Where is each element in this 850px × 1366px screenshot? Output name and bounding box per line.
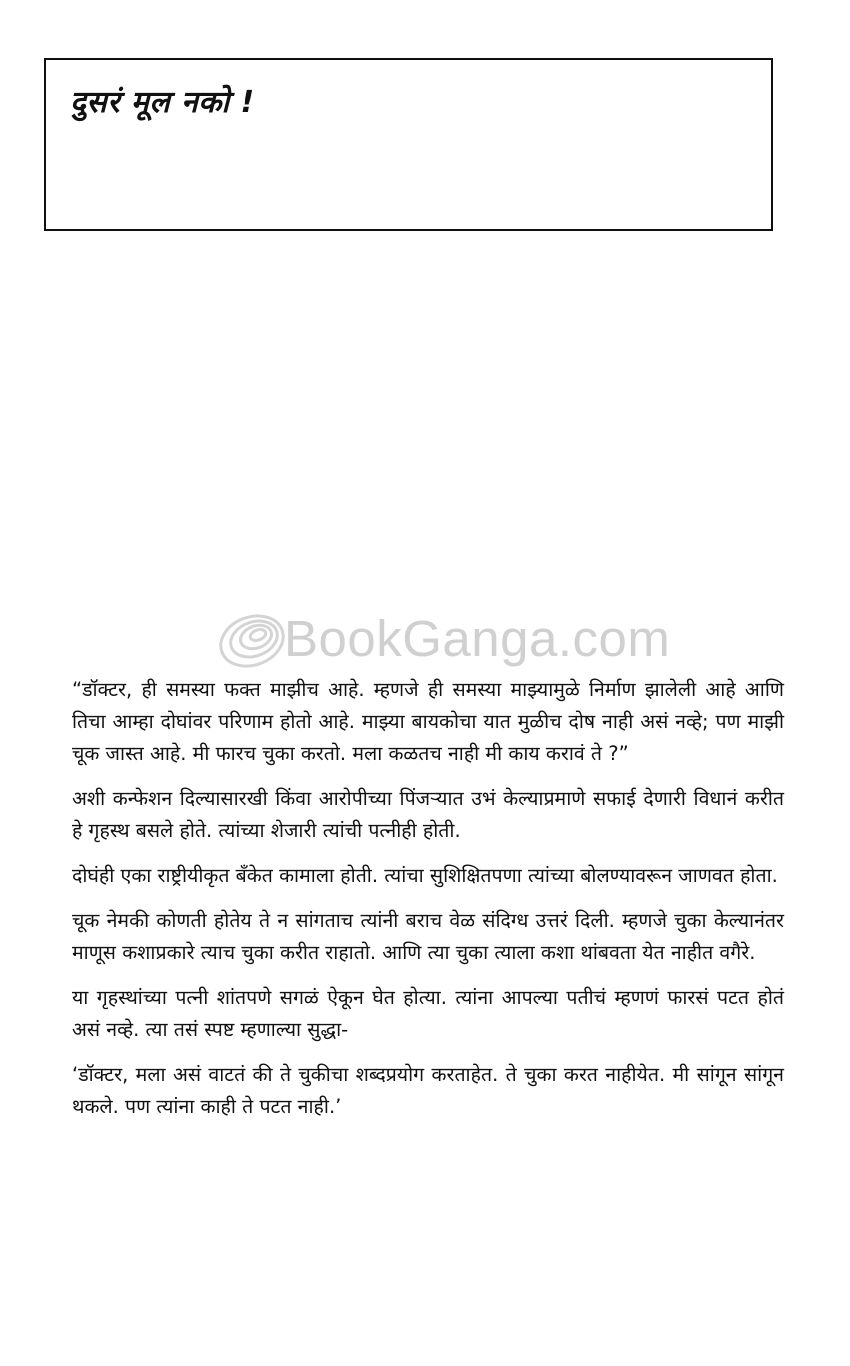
paragraph: या गृहस्थांच्या पत्नी शांतपणे सगळं ऐकून घेत होत्या. त्यांना आपल्या पतीचं म्हणणं फारसं पटत होतं असं नव्हे. त्या तसं स्पष्ट म्हणाल्या सुद्धा- xyxy=(72,986,784,1041)
paragraph: ‘डॉक्टर, मला असं वाटतं की ते चुकीचा शब्दप्रयोग करताहेत. ते चुका करत नाहीयेत. मी सांगून सांगून थकले. पण त्यांना काही ते पटत नाही.’ xyxy=(72,1063,784,1118)
paragraph: चूक नेमकी कोणती होतेय ते न सांगताच त्यांनी बराच वेळ संदिग्ध उत्तरं दिली. म्हणजे चुका केल्यानंतर माणूस कशाप्रकारे त्याच चुका करीत राहातो. आणि त्या चुका त्याला कशा थांबवता येत नाहीत वगैरे. xyxy=(72,909,784,964)
chapter-title: दुसरं मूल नको ! xyxy=(70,85,255,120)
paragraph: अशी कन्फेशन दिल्यासारखी किंवा आरोपीच्या पिंजऱ्यात उभं केल्याप्रमाणे सफाई देणारी विधानं करीत हे गृहस्थ बसले होते. त्यांच्या शेजारी त्यांची पत्नीही होती. xyxy=(72,787,784,842)
watermark-text: BookGanga.com xyxy=(284,610,671,667)
paragraph: दोघंही एका राष्ट्रीयीकृत बँकेत कामाला होती. त्यांचा सुशिक्षितपणा त्यांच्या बोलण्यावरून जाणवत होता. xyxy=(72,864,778,887)
bookganga-swirl-icon xyxy=(216,607,288,671)
paragraph: “डॉक्टर, ही समस्या फक्त माझीच आहे. म्हणजे ही समस्या माझ्यामुळे निर्माण झालेली आहे आणि तिचा आम्हा दोघांवर परिणाम होतो आहे. माझ्या बायकोचा यात मुळीच दोष नाही असं नव्हे; पण माझी चूक जास्त आहे. मी फारच चुका करतो. मला कळतच नाही मी काय करावं ते ?” xyxy=(72,678,784,765)
body-text xyxy=(72,674,784,1136)
watermark xyxy=(216,605,686,675)
